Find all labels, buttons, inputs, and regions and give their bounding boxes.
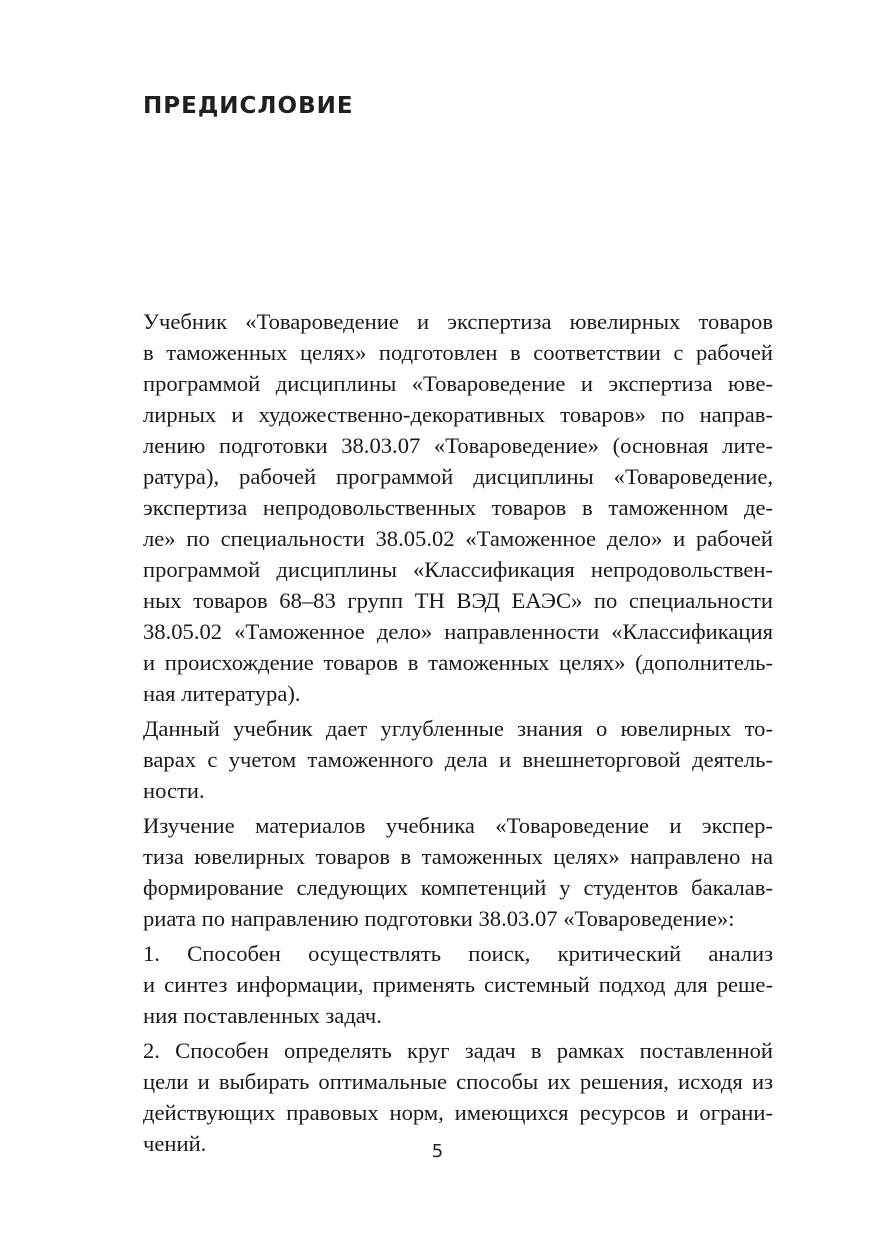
text-line: ная литература). — [143, 681, 301, 706]
text-line: действующих правовых норм, имеющихся ресурсов и ограни- — [143, 1100, 773, 1125]
text-line: ности. — [143, 778, 205, 803]
text-line: и происхождение товаров в таможенных целях» (дополнитель- — [143, 650, 773, 675]
text-line: в таможенных целях» подготовлен в соответствии с рабочей — [143, 340, 773, 365]
text-line: тиза ювелирных товаров в таможенных целях» направлено на — [143, 844, 773, 869]
page-heading: ПРЕДИСЛОВИЕ — [143, 93, 354, 119]
text-line: варах с учетом таможенного дела и внешнеторговой деятель- — [143, 747, 773, 772]
text-line: риата по направлению подготовки 38.03.07 «Товароведение»: — [143, 906, 735, 931]
paragraph-2 — [105, 713, 773, 806]
body-text — [105, 306, 773, 1163]
text-line: Учебник «Товароведение и экспертиза ювелирных товаров — [143, 309, 773, 334]
text-line: 38.05.02 «Таможенное дело» направленности «Классификация — [143, 619, 773, 644]
text-line: лирных и художественно-декоративных товаров» по направ- — [143, 402, 773, 427]
paragraph-1 — [105, 306, 773, 709]
text-line: программой дисциплины «Классификация непродовольствен- — [143, 557, 773, 582]
text-line: и синтез информации, применять системный подход для реше- — [143, 972, 773, 997]
text-line: чений. — [143, 1131, 207, 1156]
text-line: 1. Способен осуществлять поиск, критический анализ — [143, 941, 773, 966]
page-number: 5 — [431, 1141, 444, 1162]
text-line: цели и выбирать оптимальные способы их решения, исходя из — [143, 1069, 773, 1094]
text-line: формирование следующих компетенций у студентов бакалав- — [143, 875, 773, 900]
paragraph-3 — [105, 810, 773, 934]
competency-item-1 — [105, 938, 773, 1031]
text-line: экспертиза непродовольственных товаров в таможенном де- — [143, 495, 773, 520]
text-line: 2. Способен определять круг задач в рамках поставленной — [143, 1038, 773, 1063]
text-line: лению подготовки 38.03.07 «Товароведение» (основная лите- — [143, 433, 773, 458]
text-line: программой дисциплины «Товароведение и экспертиза юве- — [143, 371, 773, 396]
text-line: Данный учебник дает углубленные знания о ювелирных то- — [143, 716, 773, 741]
text-line: ния поставленных задач. — [143, 1003, 382, 1028]
text-line: Изучение материалов учебника «Товароведение и экспер- — [143, 813, 773, 838]
text-line: ратура), рабочей программой дисциплины «Товароведение, — [143, 464, 773, 489]
text-line: ных товаров 68–83 групп ТН ВЭД ЕАЭС» по специальности — [143, 588, 773, 613]
text-line: ле» по специальности 38.05.02 «Таможенное дело» и рабочей — [143, 526, 773, 551]
